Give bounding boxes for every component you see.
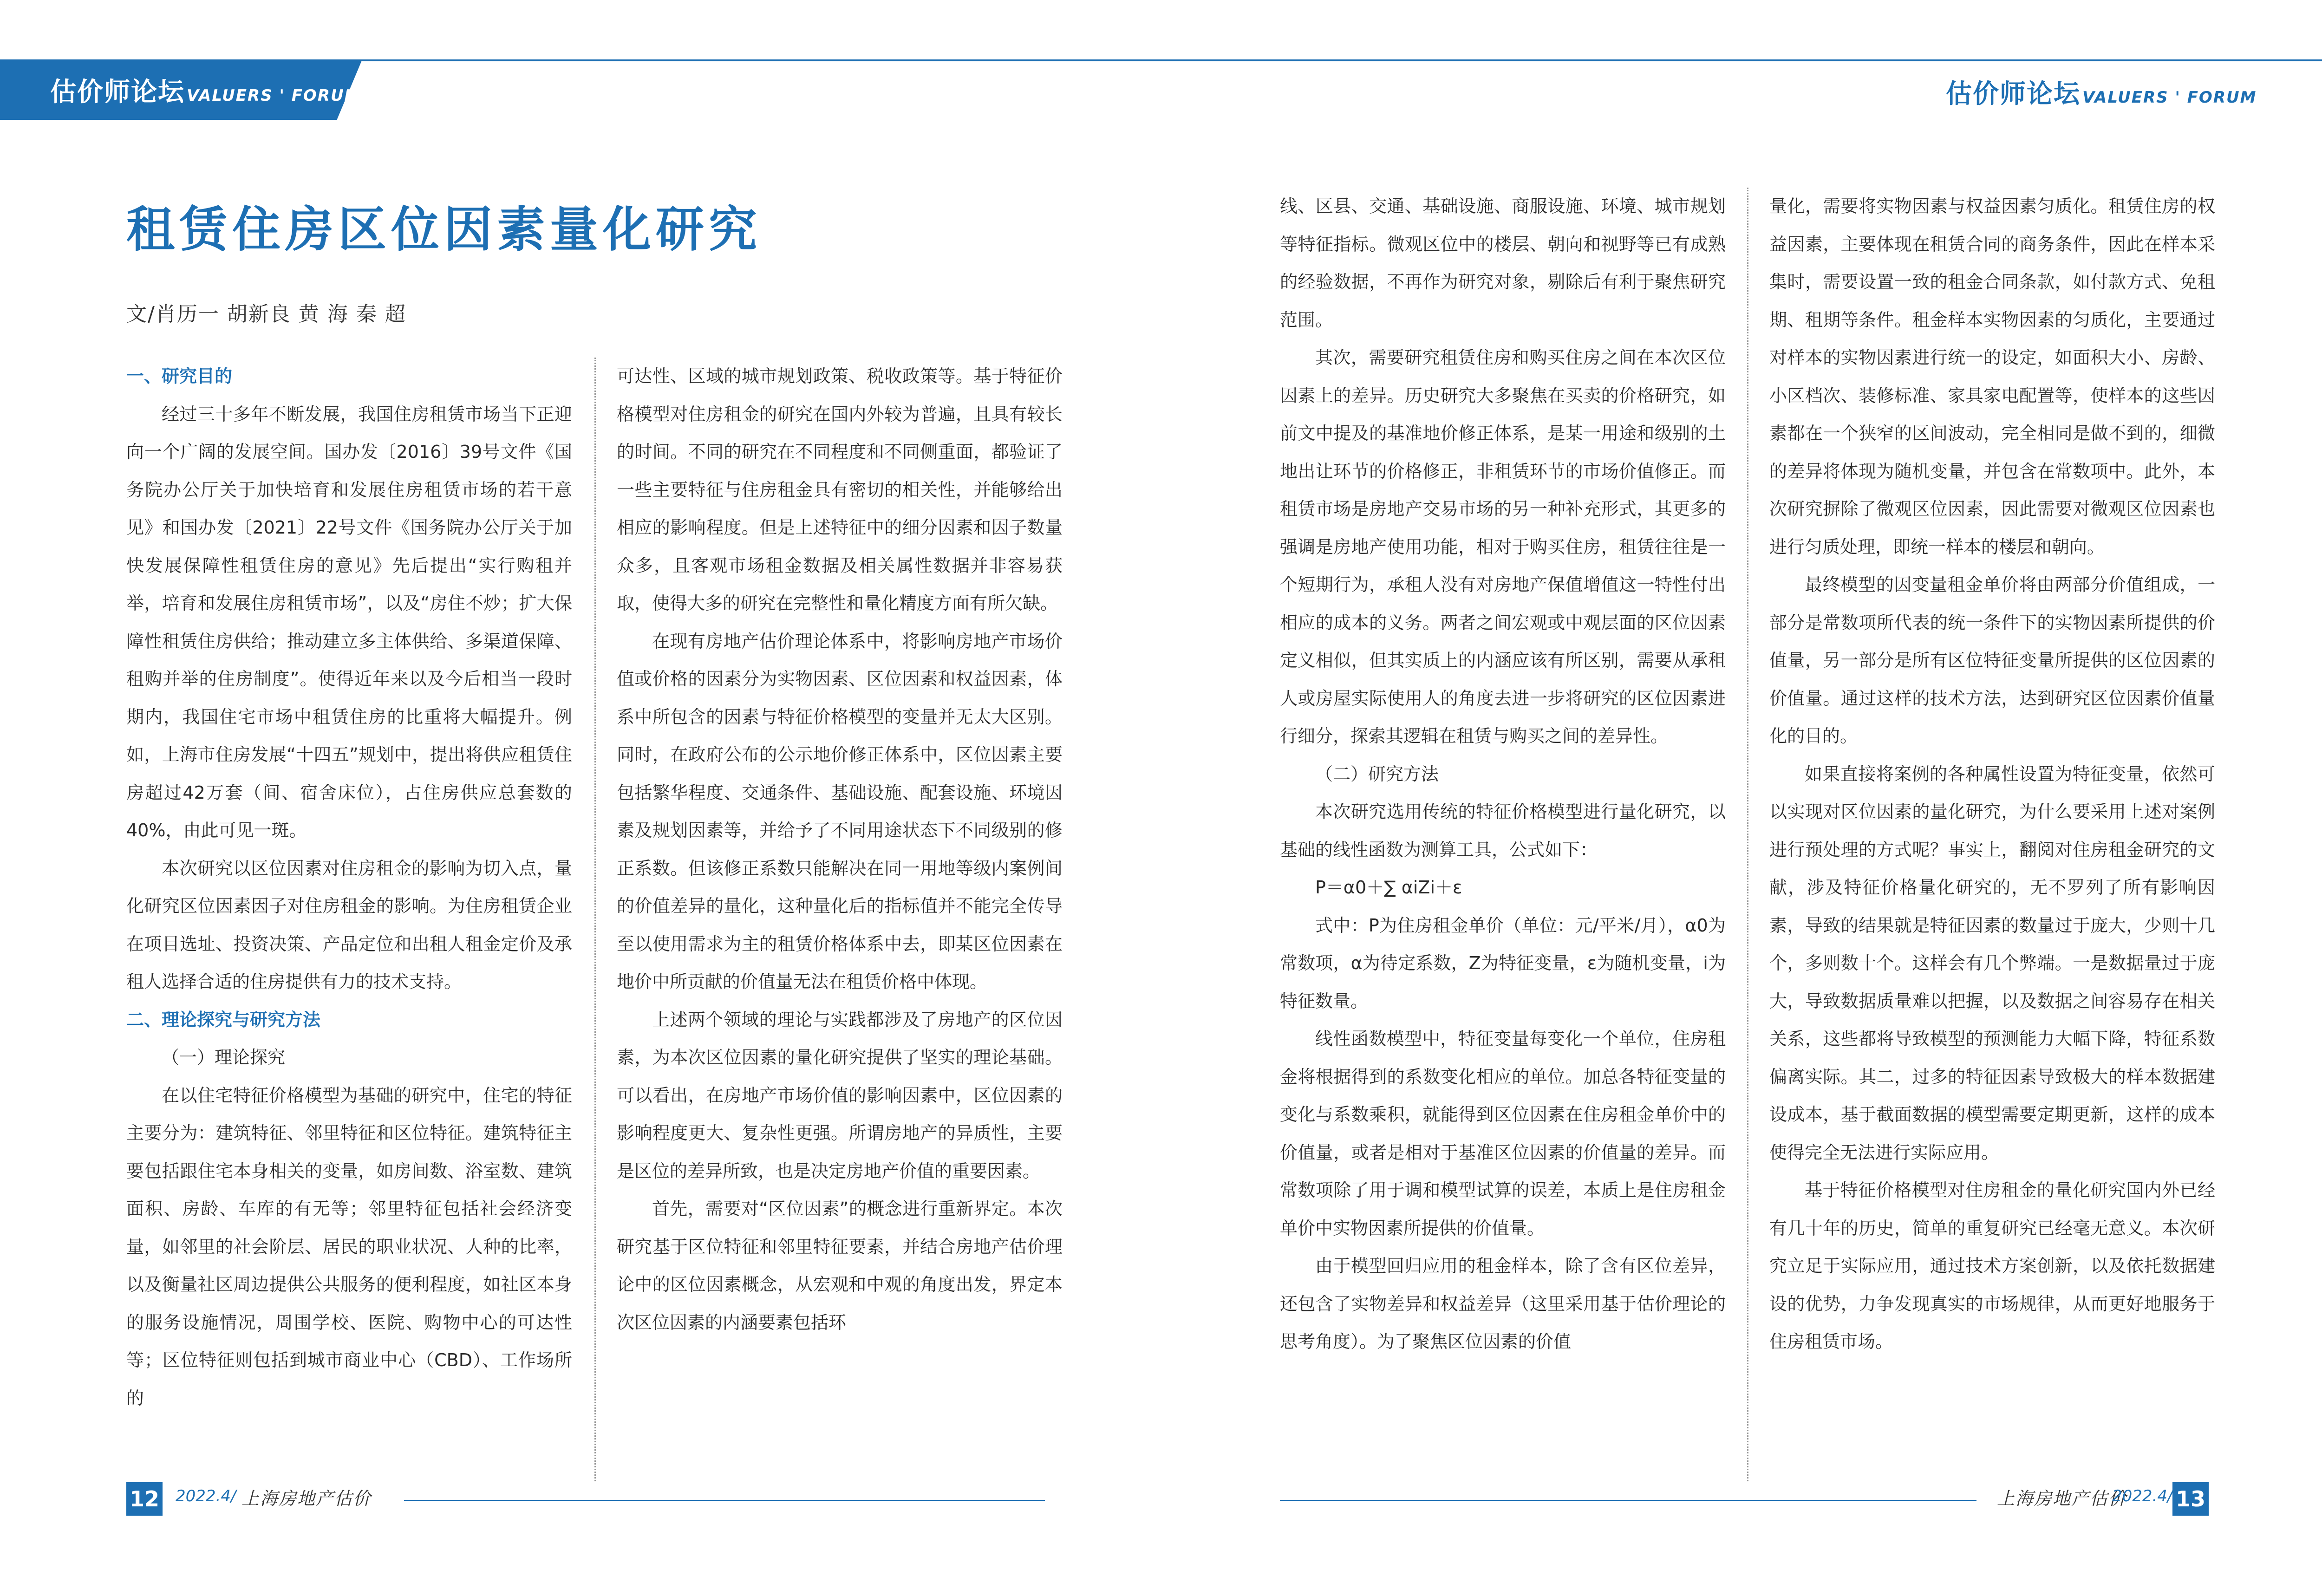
paragraph: 在以住宅特征价格模型为基础的研究中，住宅的特征主要分为：建筑特征、邻里特征和区位特征。建筑特征主要包括跟住宅本身相关的变量，如房间数、浴室数、建筑面积、房龄、车库的有无等；邻里特征包括社会经济变量，如邻里的社会阶层、居民的职业状况、人种的比率，以及衡量社区周边提供公共服务的便利程度，如社区本身的服务设施情况，周围学校、医院、购物中心的可达性等；区位特征则包括到城市商业中心（CBD）、工作场所的 — [126, 1085, 572, 1408]
paragraph: 首先，需要对“区位因素”的概念进行重新界定。本次研究基于区位特征和邻里特征要素，并结合房地产估价理论中的区位因素概念，从宏观和中观的角度出发，界定本次区位因素的内涵要素包括环 — [617, 1199, 1063, 1333]
paragraph: 经过三十多年不断发展，我国住房租赁市场当下正迎向一个广阔的发展空间。国办发〔2016〕39号文件《国务院办公厅关于加快培育和发展住房租赁市场的若干意见》和国办发〔2021〕22号文件《国务院办公厅关于加快发展保障性租赁住房的意见》先后提出“实行购租并举，培育和发展住房租赁市场”，以及“房住不炒；扩大保障性租赁住房供给；推动建立多主体供给、多渠道保障、租购并举的住房制度”。使得近年来以及今后相当一段时期内，我国住宅市场中租赁住房的比重将大幅提升。例如，上海市住房发展“十四五”规划中，提出将供应租赁住房超过42万套（间、宿舍床位），占住房供应总套数的40%，由此可见一斑。 — [126, 404, 572, 840]
page-number: 13 — [2172, 1482, 2209, 1516]
paragraph: 本次研究选用传统的特征价格模型进行量化研究，以基础的线性函数为测算工具，公式如下： — [1280, 801, 1726, 860]
paragraph: 本次研究以区位因素对住房租金的影响为切入点，量化研究区位因素因子对住房租金的影响。为住房租赁企业在项目选址、投资决策、产品定位和出租人租金定价及承租人选择合适的住房提供有力的技术支持。 — [126, 858, 572, 992]
text-column-4 — [1769, 188, 2215, 1361]
paragraph: 其次，需要研究租赁住房和购买住房之间在本次区位因素上的差异。历史研究大多聚焦在买卖的价格研究，如前文中提及的基准地价修正体系，是某一用途和级别的土地出让环节的价格修正，非租赁环节的市场价值修正。而租赁市场是房地产交易市场的另一种补充形式，其更多的强调是房地产使用功能，相对于购买住房，租赁往往是一个短期行为，承租人没有对房地产保值增值这一特性付出相应的成本的义务。两者之间宏观或中观层面的区位因素定义相似，但其实质上的内涵应该有所区别，需要从承租人或房屋实际使用人的角度去进一步将研究的区位因素进行细分，探索其逻辑在租赁与购买之间的差异性。 — [1280, 347, 1726, 746]
paragraph: 线、区县、交通、基础设施、商服设施、环境、城市规划等特征指标。微观区位中的楼层、朝向和视野等已有成熟的经验数据，不再作为研究对象，剔除后有利于聚焦研究范围。 — [1280, 196, 1726, 330]
paragraph: 基于特征价格模型对住房租金的量化研究国内外已经有几十年的历史，简单的重复研究已经毫无意义。本次研究立足于实际应用，通过技术方案创新，以及依托数据建设的优势，力争发现真实的市场规律，从而更好地服务于住房租赁市场。 — [1769, 1180, 2215, 1352]
column-divider — [594, 358, 596, 1481]
subheading-method: （二）研究方法 — [1315, 763, 1439, 784]
text-column-1 — [126, 358, 572, 1417]
column-divider — [1747, 188, 1748, 1481]
paragraph: 可达性、区域的城市规划政策、税收政策等。基于特征价格模型对住房租金的研究在国内外较为普遍，且具有较长的时间。不同的研究在不同程度和不同侧重面，都验证了一些主要特征与住房租金具有密切的相关性，并能够给出相应的影响程度。但是上述特征中的细分因素和因子数量众多，且客观市场租金数据及相关属性数据并非容易获取，使得大多的研究在完整性和量化精度方面有所欠缺。 — [617, 366, 1063, 613]
issue-label: 2022.4/ — [2112, 1487, 2173, 1505]
right-page — [1161, 0, 2322, 1596]
section-header-cn: 估价师论坛 — [50, 77, 185, 107]
header-rule — [1161, 59, 2322, 61]
magazine-brand: 上海房地产估价 — [241, 1488, 372, 1509]
section-header — [50, 72, 361, 109]
heading-theory-method: 二、理论探究与研究方法 — [126, 1009, 321, 1030]
formula: P＝α0＋∑ αiZi＋ε — [1315, 877, 1462, 898]
paragraph: 在现有房地产估价理论体系中，将影响房地产市场价值或价格的因素分为实物因素、区位因素和权益因素，体系中所包含的因素与特征价格模型的变量并无太大区别。同时，在政府公布的公示地价修正体系中，区位因素主要包括繁华程度、交通条件、基础设施、配套设施、环境因素及规划因素等，并给予了不同用途状态下不同级别的修正系数。但该修正系数只能解决在同一用地等级内案例间的价值差异的量化，这种量化后的指标值并不能完全传导至以使用需求为主的租赁价格体系中去，即某区位因素在地价中所贡献的价值量无法在租赁价格中体现。 — [617, 631, 1063, 992]
paragraph: 量化，需要将实物因素与权益因素匀质化。租赁住房的权益因素，主要体现在租赁合同的商务条件，因此在样本采集时，需要设置一致的租金合同条款，如付款方式、免租期、租期等条件。租金样本实物因素的匀质化，主要通过对样本的实物因素进行统一的设定，如面积大小、房龄、小区档次、装修标准、家具家电配置等，使样本的这些因素都在一个狭窄的区间波动，完全相同是做不到的，细微的差异将体现为随机变量，并包含在常数项中。此外，本次研究摒除了微观区位因素，因此需要对微观区位因素也进行匀质处理，即统一样本的楼层和朝向。 — [1769, 196, 2215, 557]
paragraph: 如果直接将案例的各种属性设置为特征变量，依然可以实现对区位因素的量化研究，为什么要采用上述对案例进行预处理的方式呢？事实上，翻阅对住房租金研究的文献，涉及特征价格量化研究的，无不罗列了所有影响因素，导致的结果就是特征因素的数量过于庞大，少则十几个，多则数十个。这样会有几个弊端。一是数据量过于庞大，导致数据质量难以把握，以及数据之间容易存在相关关系，这些都将导致模型的预测能力大幅下降，特征系数偏离实际。其二，过多的特征因素导致极大的样本数据建设成本，基于截面数据的模型需要定期更新，这样的成本使得完全无法进行实际应用。 — [1769, 763, 2215, 1163]
issue-label: 2022.4/ — [176, 1487, 236, 1505]
paragraph: 由于模型回归应用的租金样本，除了含有区位差异，还包含了实物差异和权益差异（这里采用基于估价理论的思考角度）。为了聚焦区位因素的价值 — [1280, 1256, 1726, 1352]
paragraph: 上述两个领域的理论与实践都涉及了房地产的区位因素，为本次区位因素的量化研究提供了坚实的理论基础。可以看出，在房地产市场价值的影响因素中，区位因素的影响程度更大、复杂性更强。所谓房地产的异质性，主要是区位的差异所致，也是决定房地产价值的重要因素。 — [617, 1009, 1063, 1181]
magazine-brand: 上海房地产估价 — [1997, 1488, 2127, 1509]
footer-rule — [1280, 1500, 1976, 1501]
paragraph: 最终模型的因变量租金单价将由两部分价值组成，一部分是常数项所代表的统一条件下的实物因素所提供的价值量，另一部分是所有区位特征变量所提供的区位因素的价值量。通过这样的技术方法，达到研究区位因素价值量化的目的。 — [1769, 574, 2215, 746]
footer-rule — [404, 1500, 1045, 1501]
heading-research-purpose: 一、研究目的 — [126, 366, 233, 386]
paragraph: 式中：P为住房租金单价（单位：元/平米/月），α0为常数项，α为待定系数，Z为特征变量，ε为随机变量，i为特征数量。 — [1280, 915, 1726, 1011]
page-number: 12 — [126, 1482, 163, 1516]
article-title: 租赁住房区位因素量化研究 — [126, 201, 762, 258]
section-header-en: VALUERS ' FORUM — [187, 86, 361, 105]
text-column-3 — [1280, 188, 1726, 1361]
section-header-cn: 估价师论坛 — [1946, 79, 2081, 109]
subheading-theory: （一）理论探究 — [162, 1047, 286, 1068]
article-byline: 文/肖历一 胡新良 黄 海 秦 超 — [126, 302, 406, 326]
text-column-2 — [617, 358, 1063, 1342]
section-header-en: VALUERS ' FORUM — [2082, 88, 2257, 107]
section-header — [1946, 73, 2257, 111]
paragraph: 线性函数模型中，特征变量每变化一个单位，住房租金将根据得到的系数变化相应的单位。加总各特征变量的变化与系数乘积，就能得到区位因素在住房租金单价中的价值量，或者是相对于基准区位因素的价值量的差异。而常数项除了用于调和模型试算的误差，本质上是住房租金单价中实物因素所提供的价值量。 — [1280, 1029, 1726, 1238]
